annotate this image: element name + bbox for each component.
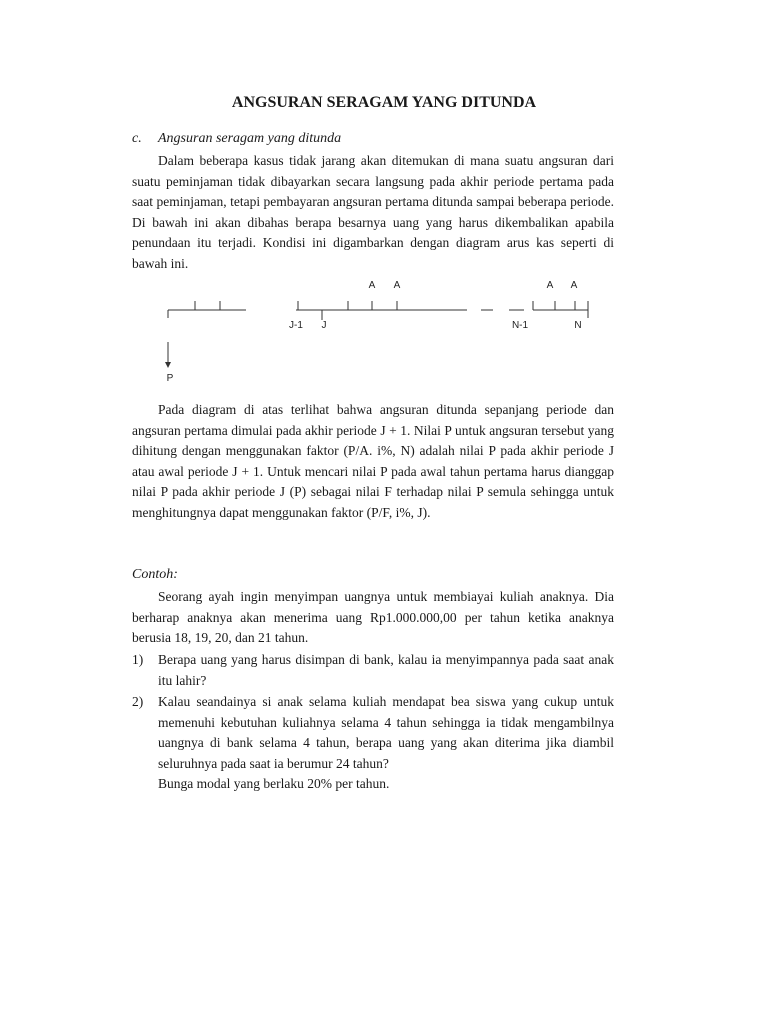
label-a: A [546,280,554,291]
page-title: ANGSURAN SERAGAM YANG DITUNDA [231,94,537,111]
label-n: N [574,320,582,331]
label-n-minus-1: N-1 [511,320,529,331]
question-text: Berapa uang yang harus disimpan di bank, kalau ia menyimpannya pada saat anak itu lahir? [158,652,614,688]
example-intro: Seorang ayah ingin menyimpan uangnya untuk membiayai kuliah anaknya. Dia berharap anaknya akan menerima uang Rp1.000.000,00 per tahun ketika anaknya berusia 18, 19, 20, dan 21 tahun. [132,589,614,645]
section-title: Angsuran seragam yang ditunda [158,131,342,146]
intro-paragraph: Dalam beberapa kasus tidak jarang akan ditemukan di mana suatu angsuran dari suatu peminjaman tidak dibayarkan secara langsung pada akhir periode pertama pada saat peminjaman, tetapi pembayaran angsuran pertama ditunda sampai beberapa periode. Di bawah ini akan dibahas berapa besarnya uang yang harus dikembalikan apabila penundaan itu terjadi. Kondisi ini digambarkan dengan diagram arus kas seperti di bawah ini. [132,153,614,271]
question-number: 2) [132,694,144,709]
label-a: A [368,280,376,291]
section-heading [132,131,341,147]
question-number: 1) [132,652,144,667]
explanation-paragraph: Pada diagram di atas terlihat bahwa angsuran ditunda sepanjang periode dan angsuran pertama dimulai pada akhir periode J + 1. Nilai P untuk angsuran tersebut yang dihitung dengan menggunakan faktor (P/A. i%, N) adalah nilai P pada akhir periode J atau awal periode J + 1. Untuk mencari nilai P pada awal tahun pertama harus dianggap nilai P pada akhir periode J (P) sebagai nilai F terhadap nilai P semula sehingga untuk menghitungnya dapat menggunakan faktor (P/F, i%, J). [132,402,614,520]
question-text: Kalau seandainya si anak selama kuliah mendapat bea siswa yang cukup untuk memenuhi kebutuhan kuliahnya selama 4 tahun sehingga ia tidak mengambilnya uangnya di bank selama 4 tahun, berapa uang yang akan diterima jika diambil seluruhnya pada saat ia berumur 24 tahun? [158,694,614,771]
label-p: P [166,373,174,384]
interest-rate-note: Bunga modal yang berlaku 20% per tahun. [158,776,390,791]
cash-flow-diagram [0,270,768,390]
section-letter: c. [132,131,142,146]
label-a: A [393,280,401,291]
label-j-minus-1: J-1 [289,320,303,331]
label-a: A [570,280,578,291]
p-arrow-head [165,362,171,368]
label-j: J [321,320,327,331]
example-heading: Contoh: [132,567,178,582]
